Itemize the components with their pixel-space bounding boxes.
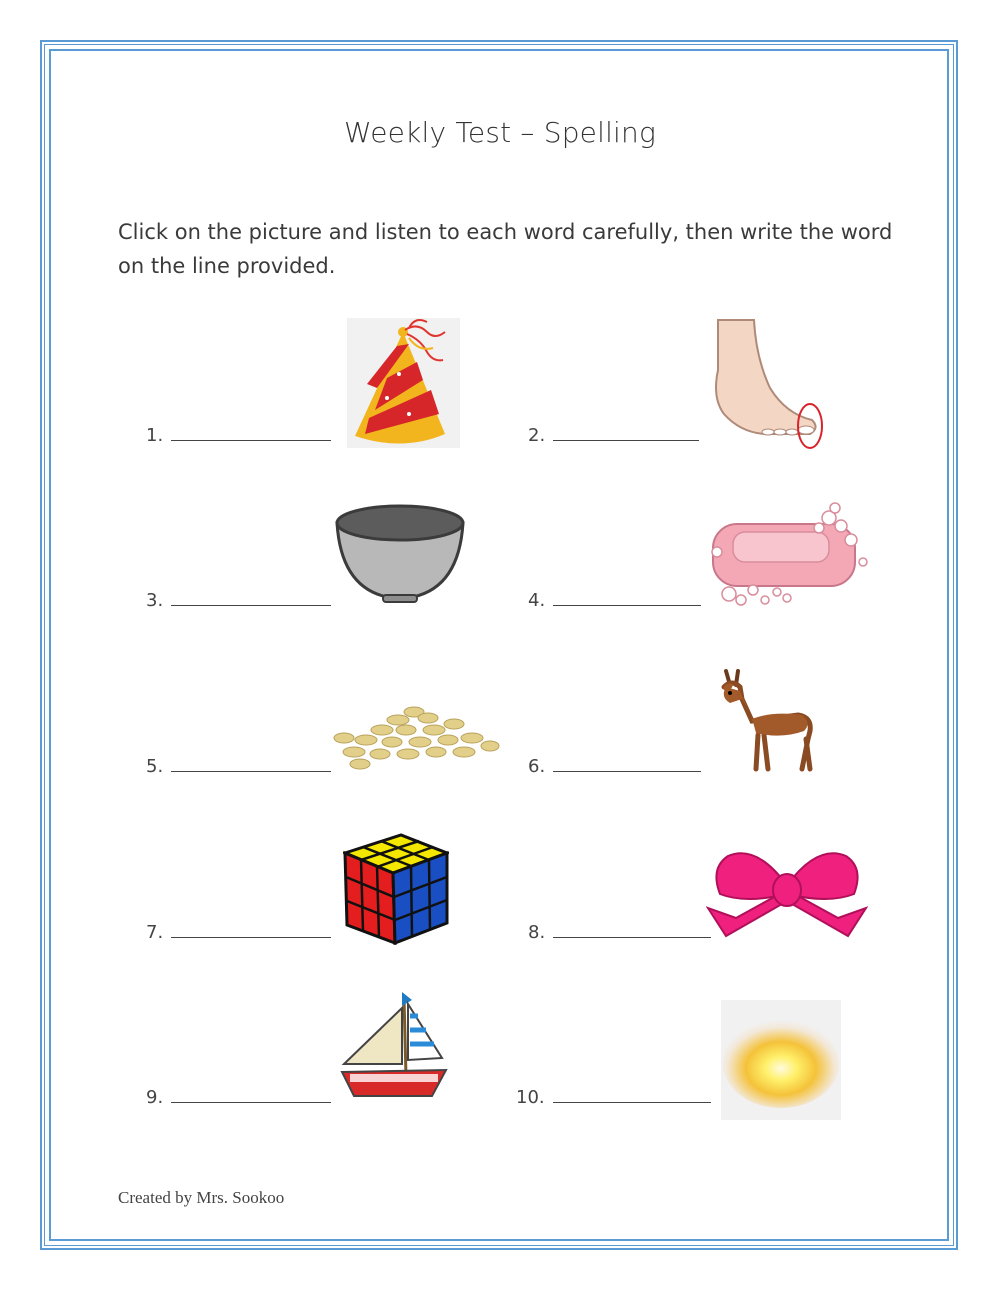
sailboat-icon[interactable] xyxy=(338,988,450,1100)
answer-line[interactable] xyxy=(171,1086,331,1103)
oats-icon[interactable] xyxy=(330,694,500,772)
item-number: 9. xyxy=(146,1087,164,1108)
item-number: 5. xyxy=(146,756,164,777)
item-number: 4. xyxy=(528,590,546,611)
item-number: 1. xyxy=(146,425,164,446)
deer-icon[interactable] xyxy=(712,665,820,775)
item-number: 10. xyxy=(516,1087,545,1108)
answer-line[interactable] xyxy=(553,755,701,772)
soap-icon[interactable] xyxy=(705,500,868,608)
spelling-item-4 xyxy=(528,589,701,611)
item-number: 6. xyxy=(528,756,546,777)
answer-line[interactable] xyxy=(171,589,331,606)
cube-icon[interactable] xyxy=(343,833,449,945)
item-number: 2. xyxy=(528,425,546,446)
answer-line[interactable] xyxy=(553,921,711,938)
spelling-item-1 xyxy=(146,424,331,446)
answer-line[interactable] xyxy=(171,424,331,441)
footer-credit: Created by Mrs. Sookoo xyxy=(118,1188,285,1207)
spelling-item-8 xyxy=(528,921,711,943)
foot-toe-icon[interactable] xyxy=(710,318,832,452)
bowl-icon[interactable] xyxy=(333,503,467,605)
answer-line[interactable] xyxy=(553,424,699,441)
page-title: Weekly Test – Spelling xyxy=(344,116,656,149)
answer-line[interactable] xyxy=(553,589,701,606)
spelling-item-10 xyxy=(516,1086,711,1108)
item-number: 8. xyxy=(528,922,546,943)
answer-line[interactable] xyxy=(171,921,331,938)
party-hat-icon[interactable] xyxy=(347,318,460,448)
item-number: 7. xyxy=(146,922,164,943)
light-burst-icon[interactable] xyxy=(721,1000,841,1120)
answer-line[interactable] xyxy=(553,1086,711,1103)
instructions-text: Click on the picture and listen to each word carefully, then write the word on the line provided. xyxy=(118,220,893,278)
bow-icon[interactable] xyxy=(706,848,868,940)
item-number: 3. xyxy=(146,590,164,611)
spelling-item-7 xyxy=(146,921,331,943)
spelling-item-6 xyxy=(528,755,701,777)
spelling-item-5 xyxy=(146,755,331,777)
spelling-item-9 xyxy=(146,1086,331,1108)
spelling-item-3 xyxy=(146,589,331,611)
answer-line[interactable] xyxy=(171,755,331,772)
spelling-item-2 xyxy=(528,424,699,446)
